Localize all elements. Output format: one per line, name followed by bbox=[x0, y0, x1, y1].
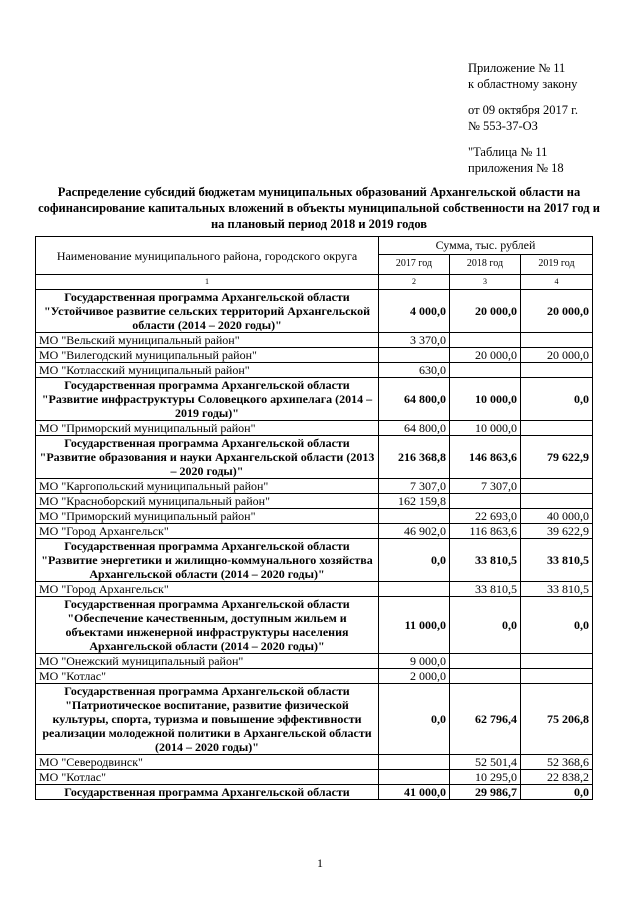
value-2017: 64 800,0 bbox=[379, 421, 450, 436]
table-row-program bbox=[36, 290, 593, 333]
value-2018: 7 307,0 bbox=[450, 479, 521, 494]
approval-line-annex: приложения № 18 bbox=[468, 161, 564, 175]
municipality-name: МО "Вилегодский муниципальный район" bbox=[36, 348, 379, 363]
value-2019: 0,0 bbox=[521, 378, 593, 421]
column-number: 3 bbox=[450, 275, 521, 290]
approval-line-law: к областному закону bbox=[468, 77, 578, 91]
document-title: Распределение субсидий бюджетам муниципальных образований Архангельской области на софинансирование капитальных вложений в объекты муниципальной собственности на 2017 год и на плановый период 2018 и 2019 годов bbox=[38, 185, 600, 231]
value-2018: 0,0 bbox=[450, 597, 521, 654]
value-2018: 146 863,6 bbox=[450, 436, 521, 479]
value-2018: 20 000,0 bbox=[450, 348, 521, 363]
value-2018: 10 000,0 bbox=[450, 378, 521, 421]
approval-line-appendix: Приложение № 11 bbox=[468, 61, 566, 75]
table-row-program bbox=[36, 539, 593, 582]
value-2019: 79 622,9 bbox=[521, 436, 593, 479]
value-2017: 41 000,0 bbox=[379, 785, 450, 800]
value-2017 bbox=[379, 348, 450, 363]
value-2017: 630,0 bbox=[379, 363, 450, 378]
municipality-name: МО "Красноборский муниципальный район" bbox=[36, 494, 379, 509]
table-row bbox=[36, 755, 593, 770]
value-2017 bbox=[379, 770, 450, 785]
municipality-name: МО "Онежский муниципальный район" bbox=[36, 654, 379, 669]
value-2019: 20 000,0 bbox=[521, 290, 593, 333]
approval-line-number: № 553-37-ОЗ bbox=[468, 119, 538, 133]
value-2019: 75 206,8 bbox=[521, 684, 593, 755]
municipality-name: МО "Город Архангельск" bbox=[36, 582, 379, 597]
value-2018: 20 000,0 bbox=[450, 290, 521, 333]
municipality-name: МО "Приморский муниципальный район" bbox=[36, 421, 379, 436]
value-2019: 40 000,0 bbox=[521, 509, 593, 524]
value-2018: 33 810,5 bbox=[450, 582, 521, 597]
value-2017: 2 000,0 bbox=[379, 669, 450, 684]
approval-line-table: "Таблица № 11 bbox=[468, 145, 548, 159]
table-row-program bbox=[36, 684, 593, 755]
column-header-name: Наименование муниципального района, городского округа bbox=[36, 237, 379, 275]
value-2017: 64 800,0 bbox=[379, 378, 450, 421]
column-header-sum: Сумма, тыс. рублей bbox=[379, 237, 593, 255]
value-2017: 216 368,8 bbox=[379, 436, 450, 479]
value-2019: 0,0 bbox=[521, 597, 593, 654]
table-row bbox=[36, 654, 593, 669]
program-name: Государственная программа Архангельской области "Развитие энергетики и жилищно-коммунального хозяйства Архангельской области (2014 – 2020 годы)" bbox=[36, 539, 379, 582]
approval-note bbox=[468, 60, 578, 176]
value-2017: 3 370,0 bbox=[379, 333, 450, 348]
value-2017: 4 000,0 bbox=[379, 290, 450, 333]
municipality-name: МО "Котлас" bbox=[36, 669, 379, 684]
municipality-name: МО "Котласский муниципальный район" bbox=[36, 363, 379, 378]
table-row bbox=[36, 509, 593, 524]
value-2018: 116 863,6 bbox=[450, 524, 521, 539]
value-2019 bbox=[521, 479, 593, 494]
municipality-name: МО "Вельский муниципальный район" bbox=[36, 333, 379, 348]
value-2018 bbox=[450, 654, 521, 669]
column-header-2017: 2017 год bbox=[379, 254, 450, 274]
value-2018: 22 693,0 bbox=[450, 509, 521, 524]
value-2019: 33 810,5 bbox=[521, 582, 593, 597]
column-header-2018: 2018 год bbox=[450, 254, 521, 274]
value-2019: 52 368,6 bbox=[521, 755, 593, 770]
value-2017: 11 000,0 bbox=[379, 597, 450, 654]
value-2019 bbox=[521, 421, 593, 436]
table-row bbox=[36, 770, 593, 785]
value-2017: 162 159,8 bbox=[379, 494, 450, 509]
value-2017: 46 902,0 bbox=[379, 524, 450, 539]
table-row bbox=[36, 494, 593, 509]
column-number: 4 bbox=[521, 275, 593, 290]
value-2019 bbox=[521, 494, 593, 509]
value-2019: 20 000,0 bbox=[521, 348, 593, 363]
value-2019: 33 810,5 bbox=[521, 539, 593, 582]
value-2019 bbox=[521, 363, 593, 378]
value-2018: 10 295,0 bbox=[450, 770, 521, 785]
value-2018: 62 796,4 bbox=[450, 684, 521, 755]
value-2017: 0,0 bbox=[379, 539, 450, 582]
value-2017: 9 000,0 bbox=[379, 654, 450, 669]
value-2019: 22 838,2 bbox=[521, 770, 593, 785]
column-number: 2 bbox=[379, 275, 450, 290]
page-number: 1 bbox=[317, 856, 323, 870]
program-name: Государственная программа Архангельской области "Развитие образования и науки Архангельской области (2013 – 2020 годы)" bbox=[36, 436, 379, 479]
program-name: Государственная программа Архангельской области "Патриотическое воспитание, развитие физической культуры, спорта, туризма и повышение эффективности реализации молодежной политики в Архангельской области (2014 – 2020 годы)" bbox=[36, 684, 379, 755]
value-2019: 39 622,9 bbox=[521, 524, 593, 539]
program-name: Государственная программа Архангельской области "Обеспечение качественным, доступным жильем и объектами инженерной инфраструктуры населения Архангельской области (2014 – 2020 годы)" bbox=[36, 597, 379, 654]
value-2018: 33 810,5 bbox=[450, 539, 521, 582]
value-2017: 7 307,0 bbox=[379, 479, 450, 494]
table-row bbox=[36, 421, 593, 436]
table-row-program bbox=[36, 597, 593, 654]
municipality-name: МО "Котлас" bbox=[36, 770, 379, 785]
table-row-program bbox=[36, 378, 593, 421]
value-2018: 10 000,0 bbox=[450, 421, 521, 436]
municipality-name: МО "Город Архангельск" bbox=[36, 524, 379, 539]
value-2018 bbox=[450, 494, 521, 509]
table-row bbox=[36, 582, 593, 597]
municipality-name: МО "Каргопольский муниципальный район" bbox=[36, 479, 379, 494]
value-2018 bbox=[450, 363, 521, 378]
value-2017 bbox=[379, 509, 450, 524]
municipality-name: МО "Приморский муниципальный район" bbox=[36, 509, 379, 524]
value-2019: 0,0 bbox=[521, 785, 593, 800]
table-row-program bbox=[36, 436, 593, 479]
value-2017 bbox=[379, 755, 450, 770]
table-row bbox=[36, 669, 593, 684]
column-number: 1 bbox=[36, 275, 379, 290]
value-2018 bbox=[450, 333, 521, 348]
table-row-program bbox=[36, 785, 593, 800]
table-row bbox=[36, 524, 593, 539]
value-2018: 29 986,7 bbox=[450, 785, 521, 800]
value-2018: 52 501,4 bbox=[450, 755, 521, 770]
approval-line-date: от 09 октября 2017 г. bbox=[468, 103, 578, 117]
table-row bbox=[36, 333, 593, 348]
column-header-2019: 2019 год bbox=[521, 254, 593, 274]
subsidy-table bbox=[35, 236, 593, 800]
program-name: Государственная программа Архангельской области "Развитие инфраструктуры Соловецкого архипелага (2014 – 2019 годы)" bbox=[36, 378, 379, 421]
value-2017 bbox=[379, 582, 450, 597]
program-name: Государственная программа Архангельской области "Устойчивое развитие сельских территорий Архангельской области (2014 – 2020 годы)" bbox=[36, 290, 379, 333]
value-2017: 0,0 bbox=[379, 684, 450, 755]
table-row bbox=[36, 363, 593, 378]
value-2018 bbox=[450, 669, 521, 684]
value-2019 bbox=[521, 654, 593, 669]
value-2019 bbox=[521, 333, 593, 348]
table-row bbox=[36, 479, 593, 494]
program-name: Государственная программа Архангельской области bbox=[36, 785, 379, 800]
value-2019 bbox=[521, 669, 593, 684]
municipality-name: МО "Северодвинск" bbox=[36, 755, 379, 770]
table-row bbox=[36, 348, 593, 363]
